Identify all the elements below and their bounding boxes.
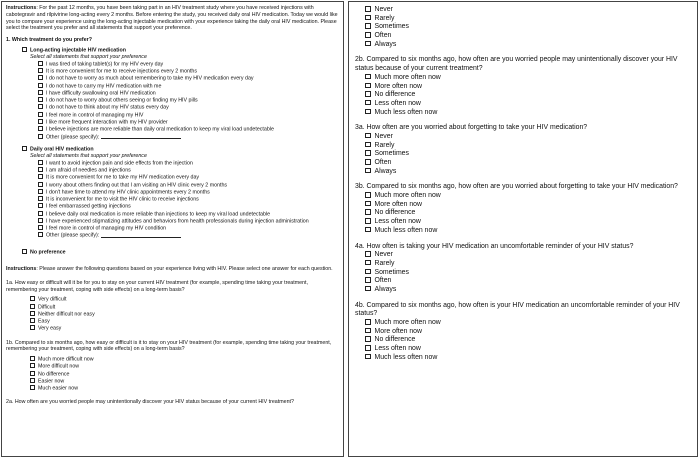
answer-option-label: Often	[374, 32, 392, 40]
question-4a-options	[355, 251, 691, 294]
checkbox-icon[interactable]	[38, 211, 43, 216]
checkbox-icon[interactable]	[38, 189, 43, 194]
checkbox-icon[interactable]	[38, 160, 43, 165]
answer-option-label: Never	[374, 251, 393, 259]
question-1a: 1a. How easy or difficult will it be for you to stay on your current HIV treatment (for example, spending time taking your treatment, remembering your treatment, coping with side effects) on a long-term basis?	[6, 279, 308, 293]
answer-option-label: Rarely	[374, 259, 395, 267]
answer-option[interactable]	[6, 75, 339, 82]
checkbox-icon[interactable]	[30, 304, 35, 309]
checkbox-icon[interactable]	[30, 356, 35, 361]
answer-option[interactable]	[355, 286, 691, 295]
answer-option[interactable]	[6, 232, 339, 239]
answer-option[interactable]	[355, 277, 691, 286]
checkbox-icon[interactable]	[365, 150, 371, 156]
answer-option[interactable]	[355, 201, 691, 210]
answer-option[interactable]	[6, 61, 339, 68]
answer-option-label: More often now	[374, 327, 422, 335]
answer-option[interactable]	[6, 311, 339, 318]
answer-option-label: I worry about others finding out that I am visiting an HIV clinic every 2 months	[46, 182, 228, 189]
option-no-preference[interactable]	[6, 249, 339, 256]
answer-option-label: Less often now	[374, 99, 421, 107]
checkbox-icon[interactable]	[30, 296, 35, 301]
instructions-2-text: : Please answer the following questions based on your experience living with HIV. Please select one answer for each question.	[36, 266, 333, 272]
option-no-preference-label: No preference	[30, 249, 66, 256]
answer-option[interactable]	[6, 126, 339, 133]
checkbox-icon[interactable]	[30, 385, 35, 390]
answer-option[interactable]	[6, 325, 339, 332]
answer-option-label: No difference	[374, 336, 416, 344]
answer-option-label: I do not have to worry about others seeing or finding my HIV pills	[46, 97, 198, 104]
answer-option-label: More often now	[374, 82, 422, 90]
answer-option[interactable]	[6, 97, 339, 104]
question-3b: 3b. Compared to six months ago, how often are you worried about forgetting to take your HIV medication?	[355, 183, 678, 191]
answer-option-label: Difficult	[38, 304, 56, 311]
answer-option-label: Neither difficult nor easy	[38, 311, 95, 318]
question-2a-options	[355, 6, 691, 49]
checkbox-icon[interactable]	[365, 133, 371, 139]
instructions-2-paragraph	[6, 266, 339, 273]
checkbox-icon[interactable]	[365, 345, 371, 351]
checkbox-icon[interactable]	[22, 47, 27, 52]
answer-option-label: Very difficult	[38, 296, 67, 303]
answer-option-label: I feel more in control of managing my HIV condition	[46, 225, 167, 232]
question-1a-options	[6, 296, 339, 332]
answer-option-label: I feel more in control of managing my HIV	[46, 112, 144, 119]
daily-oral-options	[6, 160, 339, 240]
checkbox-icon[interactable]	[38, 126, 43, 131]
answer-option[interactable]	[355, 218, 691, 227]
answer-option[interactable]	[355, 328, 691, 337]
question-3a: 3a. How often are you worried about forgetting to take your HIV medication?	[355, 124, 588, 132]
answer-option-label: Much easier now	[38, 385, 79, 392]
question-1-title: 1. Which treatment do you prefer?	[6, 37, 92, 44]
question-4b: 4b. Compared to six months ago, how often is your HIV medication an uncomfortable reminder of your HIV status?	[355, 301, 680, 318]
question-3b-options	[355, 192, 691, 235]
answer-option[interactable]	[6, 174, 339, 181]
checkbox-icon[interactable]	[365, 251, 371, 257]
checkbox-icon[interactable]	[30, 363, 35, 368]
checkbox-icon[interactable]	[365, 91, 371, 97]
answer-option-label: I don't have time to attend my HIV clinic appointments every 2 months	[46, 189, 210, 196]
daily-oral-hint: Select all statements that support your preference	[30, 153, 147, 160]
answer-option[interactable]	[6, 119, 339, 126]
answer-option-label: I believe injections are more reliable than daily oral medication to keep my viral load undetectable	[46, 126, 274, 133]
checkbox-icon[interactable]	[38, 203, 43, 208]
answer-option-label: Much less often now	[374, 353, 438, 361]
answer-option[interactable]	[6, 225, 339, 232]
answer-option-label: Always	[374, 285, 397, 293]
other-specify-field[interactable]	[101, 234, 181, 238]
answer-option-label: I feel embarrassed getting injections	[46, 203, 131, 210]
answer-option[interactable]	[355, 150, 691, 159]
answer-option[interactable]	[355, 23, 691, 32]
checkbox-icon[interactable]	[38, 90, 43, 95]
checkbox-icon[interactable]	[30, 311, 35, 316]
checkbox-icon[interactable]	[365, 319, 371, 325]
answer-option[interactable]	[355, 336, 691, 345]
checkbox-icon[interactable]	[30, 318, 35, 323]
question-2a: 2a. How often are you worried people may unintentionally discover your HIV status because of your current HIV treatment?	[6, 399, 294, 406]
option-long-acting-label: Long-acting injectable HIV medication	[30, 47, 126, 54]
answer-option[interactable]	[355, 91, 691, 100]
option-long-acting[interactable]	[6, 47, 339, 54]
answer-option-label: Much more often now	[374, 73, 441, 81]
answer-option[interactable]	[6, 211, 339, 218]
answer-option-label: No difference	[38, 371, 70, 378]
answer-option[interactable]	[355, 269, 691, 278]
checkbox-icon[interactable]	[38, 182, 43, 187]
answer-option[interactable]	[355, 142, 691, 151]
answer-option[interactable]	[6, 189, 339, 196]
answer-option-label: No difference	[374, 91, 416, 99]
answer-option[interactable]	[6, 160, 339, 167]
checkbox-icon[interactable]	[38, 97, 43, 102]
answer-option-label: I have difficulty swallowing oral HIV medication	[46, 90, 156, 97]
checkbox-icon[interactable]	[30, 378, 35, 383]
checkbox-icon[interactable]	[38, 119, 43, 124]
answer-option-label: Much more difficult now	[38, 356, 94, 363]
answer-option-label: It is inconvenient for me to visit the HIV clinic to receive injections	[46, 196, 199, 203]
question-1b: 1b. Compared to six months ago, how easy or difficult is it to stay on your HIV treatment (for example, spending time taking your treatment, remembering your treatment, coping with side effects) on a long-term basis?	[6, 339, 332, 353]
answer-option[interactable]	[6, 356, 339, 363]
answer-option[interactable]	[6, 371, 339, 378]
checkbox-icon[interactable]	[365, 354, 371, 360]
answer-option[interactable]	[6, 196, 339, 203]
answer-option[interactable]	[355, 32, 691, 41]
answer-option-label: Easy	[38, 318, 50, 325]
checkbox-icon[interactable]	[22, 146, 27, 151]
answer-option[interactable]	[6, 363, 339, 370]
answer-option[interactable]	[355, 192, 691, 201]
question-1b-options	[6, 356, 339, 392]
left-column	[1, 1, 344, 457]
question-4a: 4a. How often is taking your HIV medication an uncomfortable reminder of your HIV status?	[355, 242, 634, 250]
checkbox-icon[interactable]	[365, 336, 371, 342]
answer-option-label: I do not have to think about my HIV status every day	[46, 104, 169, 111]
answer-option-label: Sometimes	[374, 150, 409, 158]
checkbox-icon[interactable]	[365, 218, 371, 224]
answer-option-label: Much less often now	[374, 108, 438, 116]
checkbox-icon[interactable]	[38, 218, 43, 223]
instructions-label: Instructions	[6, 5, 37, 11]
answer-option[interactable]	[6, 218, 339, 225]
option-daily-oral[interactable]	[6, 146, 339, 153]
answer-option-label: Less often now	[374, 345, 421, 353]
checkbox-icon[interactable]	[365, 328, 371, 334]
question-2b-options	[355, 74, 691, 117]
checkbox-icon[interactable]	[365, 227, 371, 233]
checkbox-icon[interactable]	[365, 6, 371, 12]
answer-option[interactable]	[6, 378, 339, 385]
answer-option-label: Other (please specify):	[46, 134, 100, 141]
checkbox-icon[interactable]	[365, 142, 371, 148]
answer-option-label: It is more convenient for me to take my HIV medication every day	[46, 174, 200, 181]
checkbox-icon[interactable]	[38, 112, 43, 117]
instructions-2-label: Instructions	[6, 266, 37, 272]
answer-option-label: I was tired of taking tablet(s) for my HIV every day	[46, 61, 164, 68]
checkbox-icon[interactable]	[365, 201, 371, 207]
instructions-text: : For the past 12 months, you have been taking part in an HIV treatment study where you have received injections with cabotegravir and rilpivirine long-acting every 2 months. Before entering the study, you received daily oral HIV medication. Today we would like you to compare your experience using the long-acting injectable medication with your experience taking the daily oral HIV medication. Please select the treatment you prefer and all statements that support your preference.	[6, 5, 338, 32]
answer-option[interactable]	[6, 296, 339, 303]
answer-option[interactable]	[355, 227, 691, 236]
answer-option[interactable]	[355, 15, 691, 24]
answer-option[interactable]	[6, 83, 339, 90]
checkbox-icon[interactable]	[365, 32, 371, 38]
answer-option-label: I believe daily oral medication is more reliable than injections to keep my viral load undetectable	[46, 211, 271, 218]
answer-option-label: I like more frequent interaction with my HIV provider	[46, 119, 168, 126]
checkbox-icon[interactable]	[38, 68, 43, 73]
answer-option[interactable]	[6, 104, 339, 111]
checkbox-icon[interactable]	[38, 75, 43, 80]
instructions-paragraph	[6, 5, 339, 32]
answer-option[interactable]	[6, 318, 339, 325]
checkbox-icon[interactable]	[365, 168, 371, 174]
answer-option[interactable]	[355, 83, 691, 92]
answer-option[interactable]	[355, 159, 691, 168]
answer-option-label: It is more convenient for me to receive injections every 2 months	[46, 68, 198, 75]
answer-option[interactable]	[355, 109, 691, 118]
answer-option[interactable]	[355, 100, 691, 109]
answer-option[interactable]	[355, 168, 691, 177]
answer-option[interactable]	[355, 251, 691, 260]
answer-option[interactable]	[355, 6, 691, 15]
answer-option-label: I am afraid of needles and injections	[46, 167, 131, 174]
checkbox-icon[interactable]	[30, 371, 35, 376]
answer-option[interactable]	[355, 260, 691, 269]
answer-option[interactable]	[355, 74, 691, 83]
answer-option-label: Never	[374, 6, 393, 13]
answer-option[interactable]	[6, 304, 339, 311]
answer-option[interactable]	[6, 167, 339, 174]
answer-option[interactable]	[6, 68, 339, 75]
checkbox-icon[interactable]	[365, 260, 371, 266]
checkbox-icon[interactable]	[30, 325, 35, 330]
answer-option-label: I want to avoid injection pain and side effects from the injection	[46, 160, 193, 167]
checkbox-icon[interactable]	[365, 159, 371, 165]
answer-option-label: Rarely	[374, 14, 395, 22]
long-acting-hint: Select all statements that support your preference	[30, 54, 147, 61]
answer-option-label: Very easy	[38, 325, 62, 332]
checkbox-icon[interactable]	[365, 269, 371, 275]
answer-option[interactable]	[355, 345, 691, 354]
checkbox-icon[interactable]	[365, 209, 371, 215]
answer-option[interactable]	[355, 319, 691, 328]
checkbox-icon[interactable]	[365, 15, 371, 21]
checkbox-icon[interactable]	[38, 232, 43, 237]
answer-option[interactable]	[6, 385, 339, 392]
answer-option[interactable]	[6, 203, 339, 210]
answer-option-label: Often	[374, 277, 392, 285]
checkbox-icon[interactable]	[365, 100, 371, 106]
checkbox-icon[interactable]	[365, 41, 371, 47]
checkbox-icon[interactable]	[365, 109, 371, 115]
answer-option-label: I do not have to worry as much about remembering to take my HIV medication every day	[46, 75, 254, 82]
checkbox-icon[interactable]	[365, 83, 371, 89]
checkbox-icon[interactable]	[38, 167, 43, 172]
answer-option-label: Much more often now	[374, 192, 441, 200]
question-3a-options	[355, 133, 691, 176]
checkbox-icon[interactable]	[38, 174, 43, 179]
question-4b-options	[355, 319, 691, 362]
answer-option[interactable]	[355, 41, 691, 50]
answer-option-label: Rarely	[374, 141, 395, 149]
other-specify-field[interactable]	[101, 135, 181, 139]
checkbox-icon[interactable]	[365, 74, 371, 80]
answer-option-label: Sometimes	[374, 268, 409, 276]
answer-option-label: Never	[374, 132, 393, 140]
option-daily-oral-label: Daily oral HIV medication	[30, 146, 94, 153]
answer-option-label: More often now	[374, 200, 422, 208]
long-acting-options	[6, 61, 339, 141]
right-column	[348, 1, 698, 457]
answer-option-label: Sometimes	[374, 23, 409, 31]
answer-option-label: Easier now	[38, 378, 65, 385]
answer-option-label: I have experienced stigmatizing attitudes and behaviors from health professionals during injection administration	[46, 218, 309, 225]
checkbox-icon[interactable]	[365, 286, 371, 292]
checkbox-icon[interactable]	[22, 249, 27, 254]
answer-option-label: Always	[374, 167, 397, 175]
checkbox-icon[interactable]	[38, 104, 43, 109]
checkbox-icon[interactable]	[38, 83, 43, 88]
checkbox-icon[interactable]	[365, 192, 371, 198]
answer-option[interactable]	[355, 354, 691, 363]
answer-option-label: Other (please specify):	[46, 232, 100, 239]
checkbox-icon[interactable]	[365, 23, 371, 29]
checkbox-icon[interactable]	[38, 225, 43, 230]
checkbox-icon[interactable]	[38, 61, 43, 66]
answer-option-label: Often	[374, 159, 392, 166]
answer-option-label: I do not have to carry my HIV medication with me	[46, 83, 162, 90]
answer-option[interactable]	[6, 90, 339, 97]
question-2b: 2b. Compared to six months ago, how often are you worried people may unintentionally discover your HIV status because of your current treatment?	[355, 56, 678, 73]
answer-option-label: Always	[374, 40, 397, 48]
answer-option-label: Less often now	[374, 218, 421, 226]
answer-option-label: More difficult now	[38, 363, 80, 370]
checkbox-icon[interactable]	[38, 196, 43, 201]
answer-option-label: Much less often now	[374, 226, 438, 234]
answer-option[interactable]	[355, 133, 691, 142]
answer-option[interactable]	[6, 134, 339, 141]
answer-option-label: Much more often now	[374, 319, 441, 326]
answer-option[interactable]	[6, 112, 339, 119]
answer-option-label: No difference	[374, 209, 416, 217]
checkbox-icon[interactable]	[38, 134, 43, 139]
answer-option[interactable]	[355, 209, 691, 218]
answer-option[interactable]	[6, 182, 339, 189]
checkbox-icon[interactable]	[365, 277, 371, 283]
